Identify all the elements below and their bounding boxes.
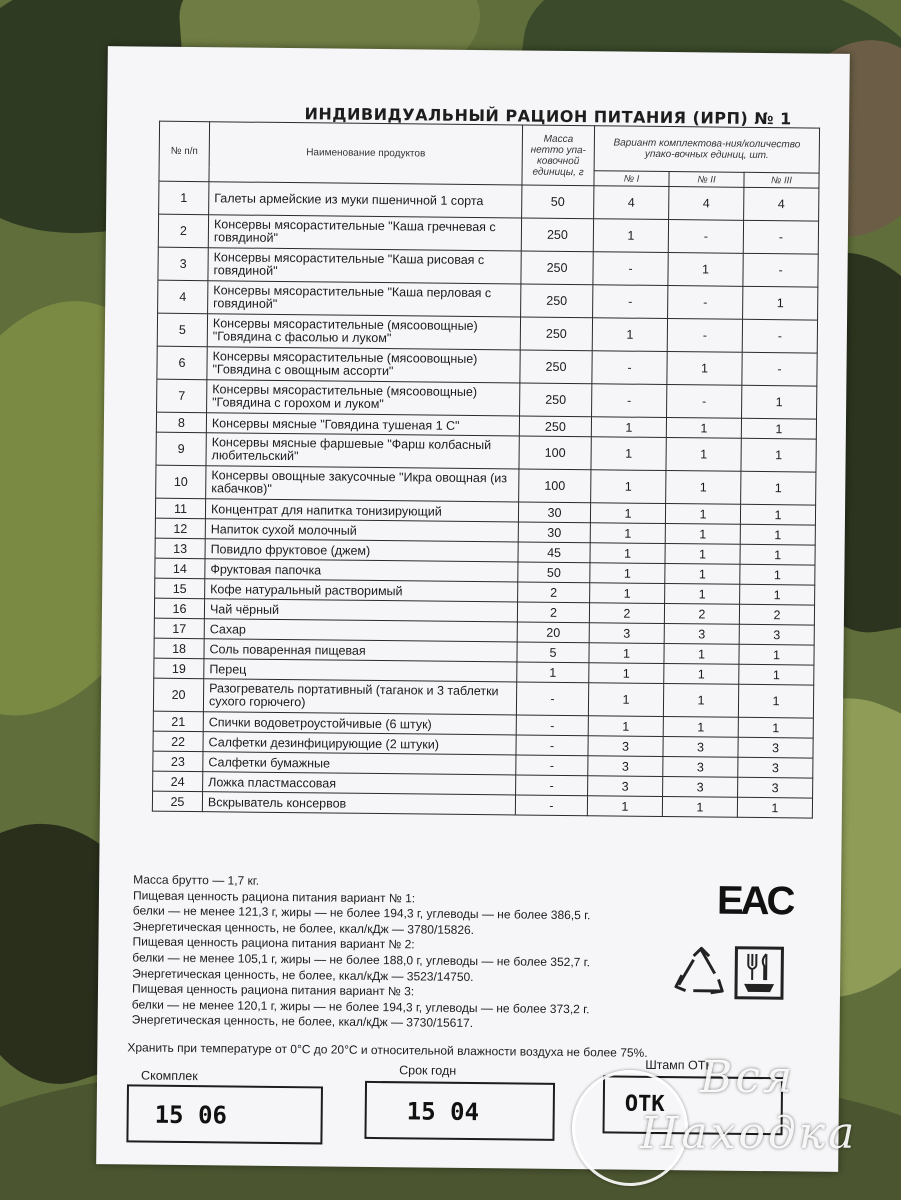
net-mass: 45 <box>518 542 590 563</box>
food-safe-icon <box>734 946 785 1001</box>
product-name: Перец <box>204 659 517 682</box>
variant-2-qty: 1 <box>665 504 740 525</box>
variant-1-qty: 1 <box>587 796 662 817</box>
net-mass: 20 <box>517 622 589 643</box>
note-line: Пищевая ценность рациона питания вариант № 3: <box>131 981 415 999</box>
net-mass: 100 <box>519 469 591 503</box>
variant-3-qty: - <box>743 253 818 287</box>
net-mass: 250 <box>521 218 593 252</box>
storage-instructions: Хранить при температуре от 0°C до 20°C и относительной влажности воздуха не более 75%. <box>127 1040 648 1060</box>
product-name: Повидло фруктовое (джем) <box>205 539 518 562</box>
recycle-icon <box>672 944 731 1003</box>
variant-1-qty: 1 <box>590 503 665 524</box>
net-mass: 250 <box>521 284 593 318</box>
row-number: 14 <box>155 558 205 579</box>
variant-2-qty: 3 <box>663 776 738 797</box>
expiry-date-stamp <box>364 1081 555 1141</box>
variant-3-qty: 3 <box>739 624 814 645</box>
variant-2-qty: 1 <box>662 796 737 817</box>
variant-1-qty: 3 <box>588 756 663 777</box>
row-number: 9 <box>156 432 206 466</box>
variant-2-qty: 1 <box>665 544 740 565</box>
variant-2-qty: 1 <box>667 352 742 386</box>
expiry-date-value: 15 04 <box>406 1097 480 1127</box>
variant-1-qty: 1 <box>588 683 663 717</box>
net-mass: - <box>516 682 588 716</box>
variant-3-qty: 1 <box>741 438 816 472</box>
variant-1-qty: - <box>592 384 667 418</box>
net-mass: 100 <box>519 436 591 470</box>
variant-2-qty: 3 <box>663 756 738 777</box>
net-mass: 30 <box>518 522 590 543</box>
product-name: Консервы мясные фаршевые "Фарш колбасный любительский" <box>206 433 519 469</box>
variant-2-qty: - <box>668 286 743 320</box>
variant-1-qty: 3 <box>588 776 663 797</box>
variant-1-qty: 1 <box>590 523 665 544</box>
net-mass: 50 <box>522 185 594 219</box>
row-number: 6 <box>157 346 207 380</box>
variant-2-qty: 1 <box>663 684 738 718</box>
ration-table-body <box>152 181 819 818</box>
product-name: Ложка пластмассовая <box>203 772 516 795</box>
product-name: Консервы мясорастительные "Каша рисовая с говядиной" <box>208 248 521 284</box>
header-name: Наименование продуктов <box>209 122 523 185</box>
variant-1-qty: 1 <box>591 437 666 471</box>
variant-2-qty: - <box>667 385 742 419</box>
header-variant-1: № I <box>594 171 669 187</box>
row-number: 19 <box>154 658 204 679</box>
variant-1-qty: 1 <box>591 417 666 438</box>
watermark-line-2: Находка <box>640 1108 858 1159</box>
variant-3-qty: 1 <box>740 584 815 605</box>
variant-2-qty: - <box>667 319 742 353</box>
row-number: 11 <box>155 498 205 519</box>
header-variant-2: № II <box>669 172 744 188</box>
variant-2-qty: 1 <box>663 716 738 737</box>
row-number: 17 <box>154 618 204 639</box>
variant-1-qty: 1 <box>593 219 668 253</box>
variant-3-qty: 1 <box>740 544 815 565</box>
net-mass: - <box>516 715 588 736</box>
row-number: 13 <box>155 538 205 559</box>
note-line: белки — не менее 120,1 г, жиры — не более 194,3 г, углеводы — не более 373,2 г. <box>131 997 590 1016</box>
variant-1-qty: 3 <box>589 623 664 644</box>
variant-1-qty: 1 <box>588 716 663 737</box>
row-number: 2 <box>158 214 208 248</box>
otk-stamp-label: Штамп ОТК <box>645 1057 713 1073</box>
variant-2-qty: 2 <box>664 604 739 625</box>
variant-1-qty: 1 <box>591 470 666 504</box>
variant-3-qty: - <box>742 352 817 386</box>
net-mass: - <box>515 795 587 816</box>
net-mass: 250 <box>519 416 591 437</box>
row-number: 10 <box>156 465 206 499</box>
variant-1-qty: 2 <box>589 603 664 624</box>
variant-3-qty: 1 <box>738 717 813 738</box>
variant-3-qty: 1 <box>739 664 814 685</box>
header-mass: Масса нетто упа-ковочной единицы, г <box>522 125 595 186</box>
expiry-date-label: Срок годн <box>399 1063 457 1078</box>
net-mass: 30 <box>518 502 590 523</box>
net-mass: 250 <box>520 317 592 351</box>
row-number: 16 <box>154 598 204 619</box>
product-name: Спички водоветроустойчивые (6 штук) <box>203 712 516 735</box>
variant-3-qty: 1 <box>742 385 817 419</box>
net-mass: 250 <box>521 251 593 285</box>
net-mass: 50 <box>518 562 590 583</box>
net-mass: 250 <box>520 350 592 384</box>
row-number: 3 <box>158 247 208 281</box>
net-mass: - <box>516 735 588 756</box>
packed-date-value: 15 06 <box>154 1100 228 1130</box>
variant-3-qty: 1 <box>741 418 816 439</box>
header-num: № п/п <box>159 121 210 182</box>
net-mass: 5 <box>517 642 589 663</box>
variant-1-qty: 1 <box>590 543 665 564</box>
row-number: 5 <box>157 313 207 347</box>
row-number: 23 <box>153 751 203 772</box>
variant-3-qty: 3 <box>738 737 813 758</box>
product-name: Концентрат для напитка тонизирующий <box>205 499 518 522</box>
note-line: Энергетическая ценность, не более, ккал/кДж — 3730/15617. <box>131 1012 474 1031</box>
row-number: 1 <box>159 181 209 215</box>
variant-3-qty: - <box>742 319 817 353</box>
variant-2-qty: 3 <box>663 736 738 757</box>
net-mass: 250 <box>520 383 592 417</box>
product-name: Напиток сухой молочный <box>205 519 518 542</box>
variant-1-qty: - <box>592 351 667 385</box>
net-mass: 2 <box>517 602 589 623</box>
variant-1-qty: 1 <box>589 663 664 684</box>
watermark <box>572 1052 901 1192</box>
variant-3-qty: 1 <box>740 524 815 545</box>
note-line: Энергетическая ценность, не более, ккал/кДж — 3523/14750. <box>132 966 474 984</box>
variant-2-qty: 4 <box>669 187 744 221</box>
net-mass: - <box>516 755 588 776</box>
row-number: 4 <box>158 280 208 314</box>
variant-2-qty: 1 <box>666 471 741 505</box>
product-name: Консервы мясорастительные (мясоовощные) "Говядина с фасолью и луком" <box>207 314 520 350</box>
row-number: 24 <box>153 771 203 792</box>
variant-1-qty: 4 <box>594 186 669 220</box>
ration-sheet <box>96 46 850 1172</box>
variant-2-qty: 3 <box>664 624 739 645</box>
variant-3-qty: 2 <box>739 604 814 625</box>
product-name: Разогреватель портативный (таганок и 3 таблетки сухого горючего) <box>203 679 516 715</box>
note-line: Масса брутто — 1,7 кг. <box>133 872 260 888</box>
note-line: Пищевая ценность рациона питания вариант № 2: <box>132 934 415 952</box>
variant-1-qty: 1 <box>590 583 665 604</box>
packed-date-stamp <box>126 1084 323 1144</box>
otk-stamp-value: ОТК <box>624 1091 665 1118</box>
note-line: Энергетическая ценность, не более, ккал/кДж — 3780/15826. <box>132 919 475 937</box>
variant-1-qty: 3 <box>588 736 663 757</box>
note-line: белки — не менее 105,1 г, жиры — не более 188,0 г, углеводы — не более 352,7 г. <box>132 950 591 970</box>
variant-3-qty: 4 <box>744 187 819 221</box>
note-line: белки — не менее 121,3 г, жиры — не более 194,3 г, углеводы — не более 386,5 г. <box>132 903 591 923</box>
product-name: Галеты армейские из муки пшеничной 1 сорта <box>209 182 522 218</box>
product-name: Консервы мясорастительные "Каша гречневая с говядиной" <box>208 215 521 251</box>
row-number: 22 <box>153 731 203 752</box>
packed-date-label: Скомплек <box>141 1068 198 1084</box>
variant-2-qty: 1 <box>664 664 739 685</box>
variant-1-qty: 1 <box>589 643 664 664</box>
variant-1-qty: - <box>593 285 668 319</box>
watermark-line-1: Вся <box>700 1052 796 1103</box>
variant-2-qty: 1 <box>665 564 740 585</box>
variant-2-qty: 1 <box>666 418 741 439</box>
variant-2-qty: 1 <box>664 644 739 665</box>
note-line: Пищевая ценность рациона питания вариант № 1: <box>132 888 416 906</box>
row-number: 12 <box>155 518 205 539</box>
product-name: Консервы мясорастительные (мясоовощные) "Говядина с овощным ассорти" <box>207 347 520 383</box>
eac-mark: EAC <box>716 878 793 924</box>
variant-2-qty: 1 <box>668 253 743 287</box>
variant-3-qty: 1 <box>739 644 814 665</box>
variant-3-qty: - <box>743 220 818 254</box>
variant-3-qty: 3 <box>738 757 813 778</box>
header-variant: Вариант комплектова-ния/количество упако-вочных единиц, шт. <box>594 126 819 173</box>
product-name: Салфетки бумажные <box>203 752 516 775</box>
variant-2-qty: 1 <box>666 438 741 472</box>
product-name: Чай чёрный <box>204 599 517 622</box>
product-name: Соль поваренная пищевая <box>204 639 517 662</box>
product-name: Консервы мясорастительные "Каша перловая с говядиной" <box>208 281 521 317</box>
variant-3-qty: 1 <box>741 471 816 505</box>
row-number: 20 <box>153 678 203 712</box>
variant-3-qty: 1 <box>740 504 815 525</box>
ration-table <box>152 121 820 819</box>
variant-1-qty: - <box>593 252 668 286</box>
product-name: Фруктовая папочка <box>205 559 518 582</box>
variant-1-qty: 1 <box>592 318 667 352</box>
product-name: Салфетки дезинфицирующие (2 штуки) <box>203 732 516 755</box>
product-name: Сахар <box>204 619 517 642</box>
variant-2-qty: 1 <box>665 584 740 605</box>
net-mass: 2 <box>518 582 590 603</box>
row-number: 8 <box>156 412 206 433</box>
product-name: Консервы овощные закусочные "Икра овощная (из кабачков)" <box>206 466 519 502</box>
net-mass: - <box>516 775 588 796</box>
variant-2-qty: - <box>668 220 743 254</box>
variant-3-qty: 1 <box>738 684 813 718</box>
header-variant-3: № III <box>744 172 819 188</box>
product-name: Кофе натуральный растворимый <box>205 579 518 602</box>
nutrition-notes <box>132 872 734 1034</box>
variant-3-qty: 3 <box>738 777 813 798</box>
product-name: Консервы мясорастительные (мясоовощные) "Говядина с горохом и луком" <box>207 380 520 416</box>
row-number: 15 <box>155 578 205 599</box>
document-title: ИНДИВИДУАЛЬНЫЙ РАЦИОН ПИТАНИЯ (ИРП) № 1 <box>304 104 792 129</box>
row-number: 7 <box>157 379 207 413</box>
variant-2-qty: 1 <box>665 524 740 545</box>
row-number: 21 <box>153 711 203 732</box>
row-number: 25 <box>152 791 202 812</box>
product-name: Консервы мясные "Говядина тушеная 1 С" <box>206 413 519 436</box>
variant-3-qty: 1 <box>740 564 815 585</box>
variant-1-qty: 1 <box>590 563 665 584</box>
net-mass: 1 <box>517 662 589 683</box>
variant-3-qty: 1 <box>737 797 812 818</box>
variant-3-qty: 1 <box>743 286 818 320</box>
row-number: 18 <box>154 638 204 659</box>
product-name: Вскрыватель консервов <box>202 792 515 815</box>
